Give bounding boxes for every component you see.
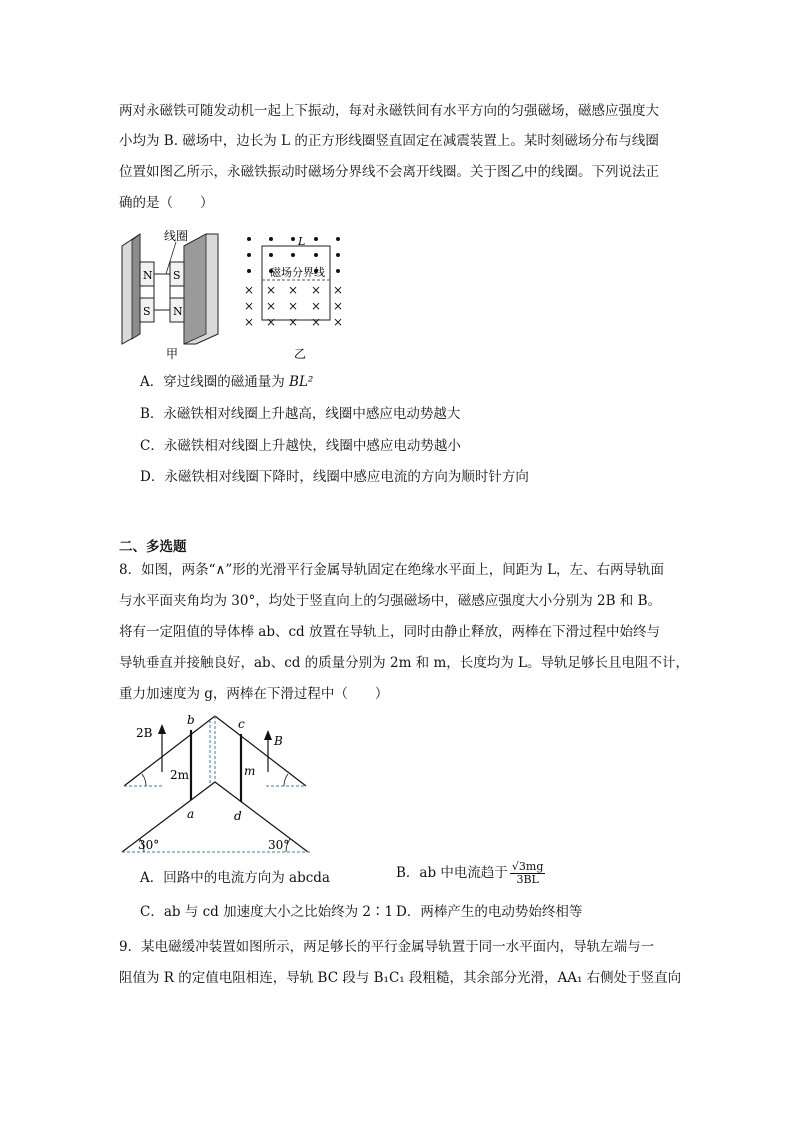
svg-text:×: × [243, 283, 255, 297]
q8-line-3: 将有一定阻值的导体棒 ab、cd 放置在导轨上，同时由静止释放，两棒在下滑过程中始终与 [119, 624, 660, 640]
magnet-s-top: S [173, 269, 181, 282]
svg-text:×: × [243, 315, 255, 329]
svg-text:×: × [243, 299, 255, 313]
label-b: b [187, 713, 195, 727]
q8-option-d[interactable]: D．两棒产生的电动势始终相等 [396, 904, 583, 920]
figure-jia [118, 226, 228, 361]
magnet-n-top: N [143, 269, 153, 282]
q7-option-b[interactable]: B．永磁铁相对线圈上升越高，线圈中感应电动势越大 [140, 406, 461, 422]
q8-line-5: 重力加速度为 g，两棒在下滑过程中（ ） [119, 686, 389, 702]
figure-rails [118, 712, 323, 860]
q7-line-3: 位置如图乙所示，永磁铁振动时磁场分界线不会离开线圈。关于图乙中的线圈。下列说法正 [119, 164, 659, 180]
svg-text:×: × [265, 283, 277, 297]
label-a: a [187, 807, 195, 821]
angle-right: 30° [268, 838, 290, 852]
fraction-numerator: √3mg [511, 860, 544, 873]
q7-option-c[interactable]: C．永磁铁相对线圈上升越快，线圈中感应电动势越小 [140, 438, 461, 454]
q7-line-1: 两对永磁铁可随发动机一起上下振动，每对永磁铁间有水平方向的匀强磁场，磁感应强度大 [119, 103, 659, 119]
svg-text:×: × [287, 315, 299, 329]
svg-text:×: × [265, 299, 277, 313]
q8-line-1: 8．如图，两条“∧”形的光滑平行金属导轨固定在绝缘水平面上，间距为 L，左、右两导轨面 [119, 562, 665, 578]
boundary-label: 磁场分界线 [270, 266, 325, 279]
label-2m: 2m [170, 768, 190, 782]
angle-left: 30° [138, 838, 160, 852]
svg-text:×: × [287, 299, 299, 313]
caption-jia: 甲 [166, 347, 179, 361]
q9-line-2: 阻值为 R 的定值电阻相连，导轨 BC 段与 B₁C₁ 段粗糙，其余部分光滑，AA₁ 右侧处于竖直向 [119, 970, 682, 986]
label-B: B [274, 734, 283, 748]
label-2B: 2B [136, 726, 153, 740]
caption-yi: 乙 [294, 347, 307, 361]
q8-line-4: 导轨垂直并接触良好，ab、cd 的质量分别为 2m 和 m，长度均为 L。导轨足够长且电阻不计， [119, 655, 690, 671]
q8-option-c[interactable]: C．ab 与 cd 加速度大小之比始终为 2∶1 [140, 904, 394, 920]
svg-text:×: × [310, 283, 322, 297]
fraction-denominator: 3BL [516, 873, 539, 886]
label-d: d [234, 809, 242, 823]
q7-option-a[interactable] [140, 372, 313, 392]
q8-option-a[interactable]: A．回路中的电流方向为 abcda [140, 870, 330, 886]
q7-option-d[interactable]: D．永磁铁相对线圈下降时，线圈中感应电流的方向为顺时针方向 [140, 469, 529, 485]
q7-option-a-text: A．穿过线圈的磁通量为 [140, 374, 290, 390]
side-label-L: L [298, 235, 306, 248]
magnet-s-bottom: S [143, 305, 151, 318]
svg-text:×: × [310, 299, 322, 313]
label-m: m [244, 764, 256, 778]
label-c: c [238, 717, 245, 731]
current-fraction [510, 861, 545, 886]
figure-yi [240, 226, 355, 361]
svg-text:×: × [310, 315, 322, 329]
svg-text:×: × [332, 283, 344, 297]
q8-option-b[interactable] [396, 861, 545, 886]
section-title: 二、多选题 [119, 539, 187, 555]
q7-line-2: 小均为 B. 磁场中，边长为 L 的正方形线圈竖直固定在减震装置上。某时刻磁场分布与线圈 [119, 133, 659, 149]
svg-text:×: × [332, 315, 344, 329]
q7-line-4: 确的是（ ） [119, 195, 214, 211]
q8-option-b-text: B．ab 中电流趋于 [396, 865, 508, 881]
svg-text:×: × [265, 315, 277, 329]
q7-option-a-formula: BL² [289, 374, 314, 390]
magnet-n-bottom: N [173, 305, 183, 318]
svg-text:×: × [287, 283, 299, 297]
q9-line-1: 9．某电磁缓冲装置如图所示，两足够长的平行金属导轨置于同一水平面内，导轨左端与一 [119, 939, 655, 955]
svg-text:×: × [332, 299, 344, 313]
q8-line-2: 与水平面夹角均为 30°，均处于竖直向上的匀强磁场中，磁感应强度大小分别为 2B 和 B。 [119, 593, 662, 609]
coil-label: 线圈 [164, 229, 189, 243]
